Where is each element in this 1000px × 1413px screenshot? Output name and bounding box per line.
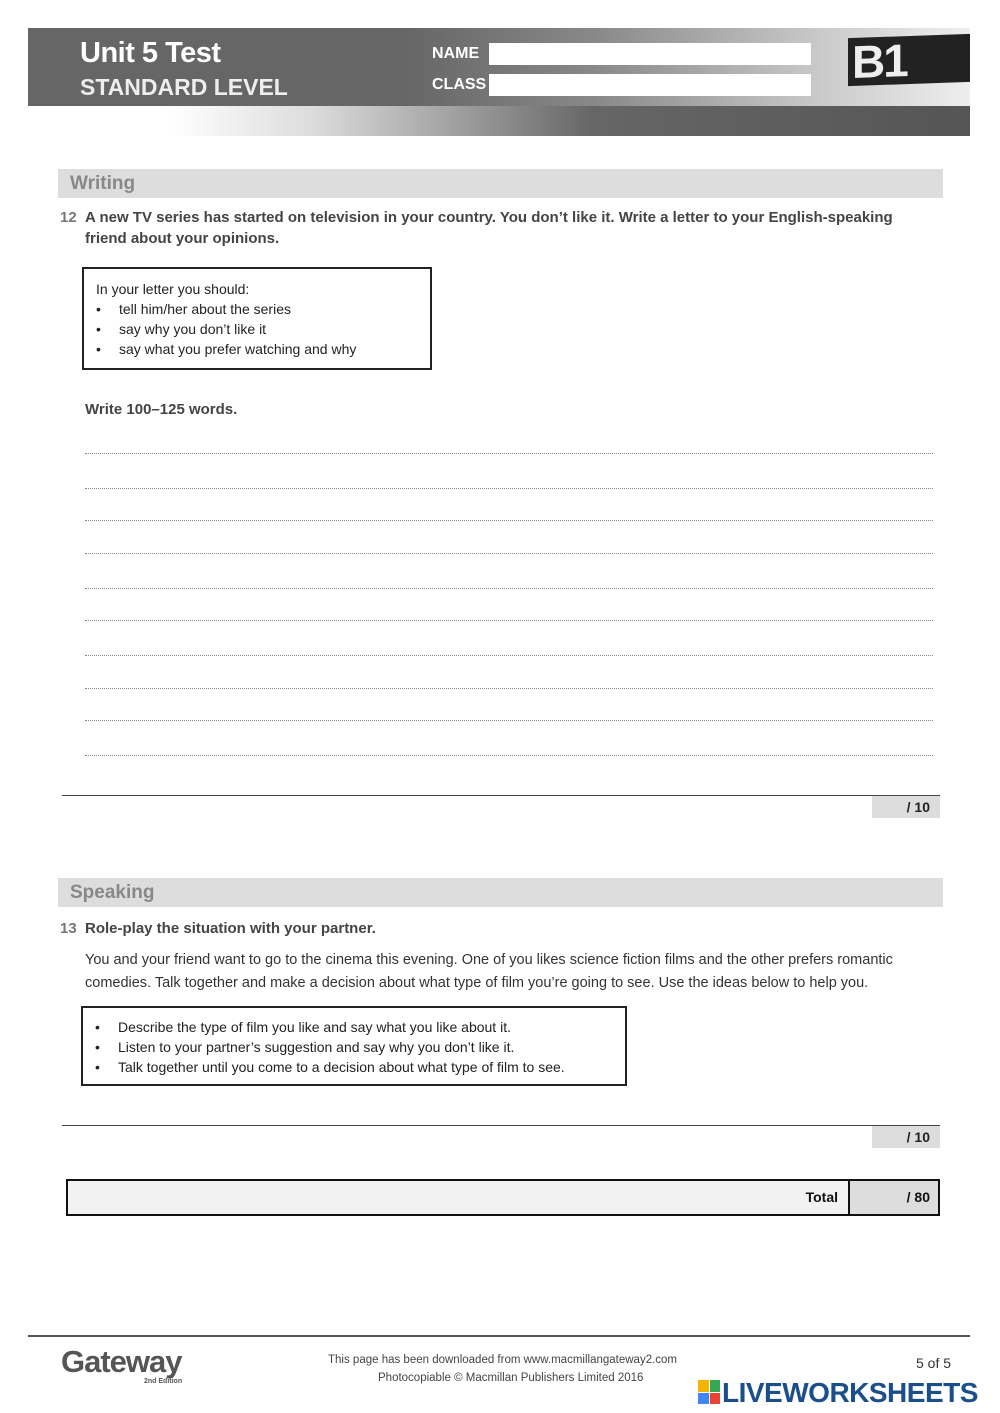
question-text: A new TV series has started on television in your country. You don’t like it. Write a letter to your English-speaking friend about your opinions. [85,209,893,247]
level-label: STANDARD LEVEL [80,74,288,100]
writing-task-box [82,267,432,370]
list-item: • say what you prefer watching and why [96,339,418,359]
list-item: • Talk together until you come to a decision about what type of film to see. [95,1057,613,1077]
liveworksheets-watermark: LIVEWORKSHEETS [722,1377,978,1408]
footer-copyright: Photocopiable © Macmillan Publishers Limited 2016 [378,1372,644,1384]
footer-rule [28,1335,970,1337]
question-text: Role-play the situation with your partner. [85,920,376,937]
writing-line[interactable] [85,655,933,656]
writing-line[interactable] [85,553,933,554]
list-item: • say why you don’t like it [96,319,418,339]
question-number: 12 [60,209,77,226]
class-input[interactable] [489,74,811,96]
level-badge [848,34,970,86]
page-number: 5 of 5 [916,1355,952,1371]
speaking-score: / 10 [872,1126,940,1148]
total-row [66,1179,940,1216]
list-item: • Describe the type of film you like and say what you like about it. [95,1017,613,1037]
total-score: / 80 [848,1181,938,1214]
writing-line[interactable] [85,755,933,756]
speaking-instructions: You and your friend want to go to the cinema this evening. One of you likes science fiction films and the other prefers romantic comedies. Talk together and make a decision about what type of film you’re going to see. Use the ideas below to help you. [85,952,893,991]
header-stripe [28,106,970,136]
name-input[interactable] [489,43,811,65]
writing-line[interactable] [85,453,933,454]
total-label: Total [805,1189,838,1205]
edition-label: 2nd Edition [144,1378,183,1385]
writing-line[interactable] [85,488,933,489]
list-item: • Listen to your partner’s suggestion and say why you don’t like it. [95,1037,613,1057]
badge-text: B1 [852,34,907,88]
writing-score: / 10 [872,796,940,818]
box-intro: In your letter you should: [96,281,250,297]
gateway-logo: Gateway [61,1344,182,1379]
liveworksheets-icon [698,1380,720,1404]
writing-line[interactable] [85,520,933,521]
section-speaking-heading: Speaking [58,878,943,907]
writing-line[interactable] [85,588,933,589]
speaking-task-box [81,1006,627,1086]
question-number: 13 [60,920,77,937]
word-count-instruction: Write 100–125 words. [85,401,238,418]
writing-line[interactable] [85,620,933,621]
class-label: CLASS [432,76,487,93]
writing-line[interactable] [85,688,933,689]
divider [62,1125,940,1126]
writing-line[interactable] [85,720,933,721]
page-title: Unit 5 Test [80,37,221,69]
footer-download-note: This page has been downloaded from www.macmillangateway2.com [328,1354,678,1366]
divider [62,795,940,796]
name-label: NAME [432,45,480,62]
list-item: • tell him/her about the series [96,299,418,319]
section-writing-heading: Writing [58,169,943,198]
